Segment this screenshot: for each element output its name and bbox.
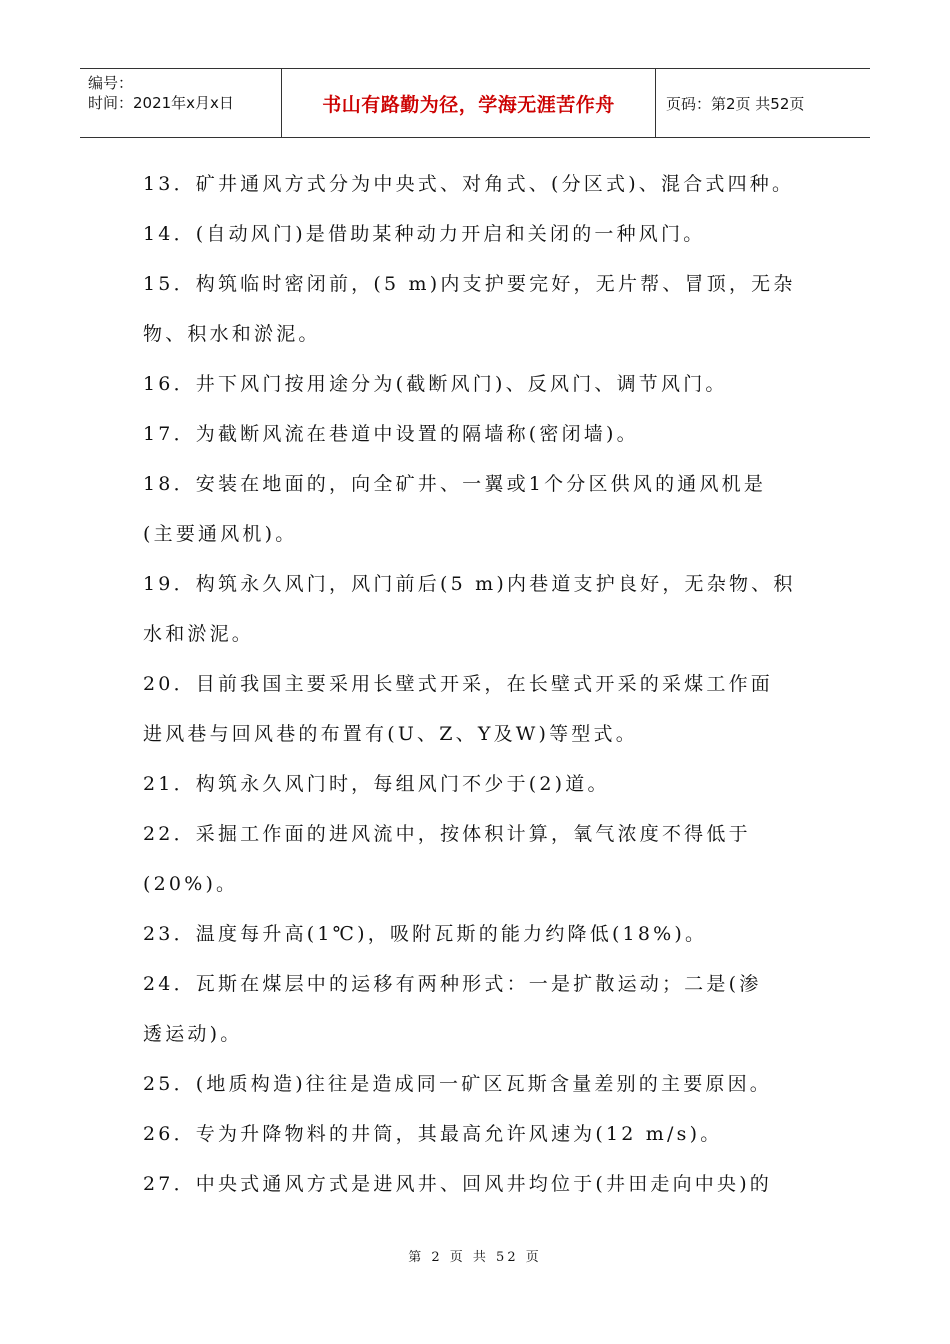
text-line: 进风巷与回风巷的布置有(U、Z、Y及W)等型式。 [143, 723, 638, 745]
text-line: 27．中央式通风方式是进风井、回风井均位于(井田走向中央)的 [143, 1173, 773, 1195]
document-body [143, 166, 796, 1216]
text-line: 16．井下风门按用途分为(截断风门)、反风门、调节风门。 [143, 373, 728, 395]
text-line: 水和淤泥。 [143, 623, 255, 645]
text-line: (20%)。 [143, 873, 239, 895]
text-line: 21．构筑永久风门时，每组风门不少于(2)道。 [143, 773, 610, 795]
document-time: 时间：2021年x月x日 [88, 94, 234, 112]
text-line: 17．为截断风流在巷道中设置的隔墙称(密闭墙)。 [143, 423, 639, 445]
text-line: 23．温度每升高(1℃)，吸附瓦斯的能力约降低(18%)。 [143, 923, 708, 945]
header-page-info: 页码：第2页 共52页 [666, 94, 805, 113]
text-line: 透运动)。 [143, 1023, 243, 1045]
text-line: 22．采掘工作面的进风流中，按体积计算，氧气浓度不得低于 [143, 823, 751, 845]
header-motto: 书山有路勤为径，学海无涯苦作舟 [282, 69, 656, 137]
text-line: 19．构筑永久风门，风门前后(5 m)内巷道支护良好，无杂物、积 [143, 573, 796, 595]
text-line: 13．矿井通风方式分为中央式、对角式、(分区式)、混合式四种。 [143, 173, 795, 195]
text-line: 物、积水和淤泥。 [143, 323, 321, 345]
page-footer: 第 2 页 共 52 页 [408, 1250, 542, 1265]
page-header [80, 68, 870, 138]
text-line: 26．专为升降物料的井筒，其最高允许风速为(12 m/s)。 [143, 1123, 723, 1145]
text-line: 24．瓦斯在煤层中的运移有两种形式：一是扩散运动；二是(渗 [143, 973, 762, 995]
text-line: 20．目前我国主要采用长壁式开采，在长壁式开采的采煤工作面 [143, 673, 773, 695]
text-line: 18．安装在地面的，向全矿井、一翼或1个分区供风的通风机是 [143, 473, 767, 495]
document-number-label: 编号： [88, 74, 134, 92]
text-line: 25．(地质构造)往往是造成同一矿区瓦斯含量差别的主要原因。 [143, 1073, 773, 1095]
text-line: 15．构筑临时密闭前，(5 m)内支护要完好，无片帮、冒顶，无杂 [143, 273, 796, 295]
header-meta [80, 69, 282, 137]
text-line: 14．(自动风门)是借助某种动力开启和关闭的一种风门。 [143, 223, 706, 245]
text-line: (主要通风机)。 [143, 523, 298, 545]
